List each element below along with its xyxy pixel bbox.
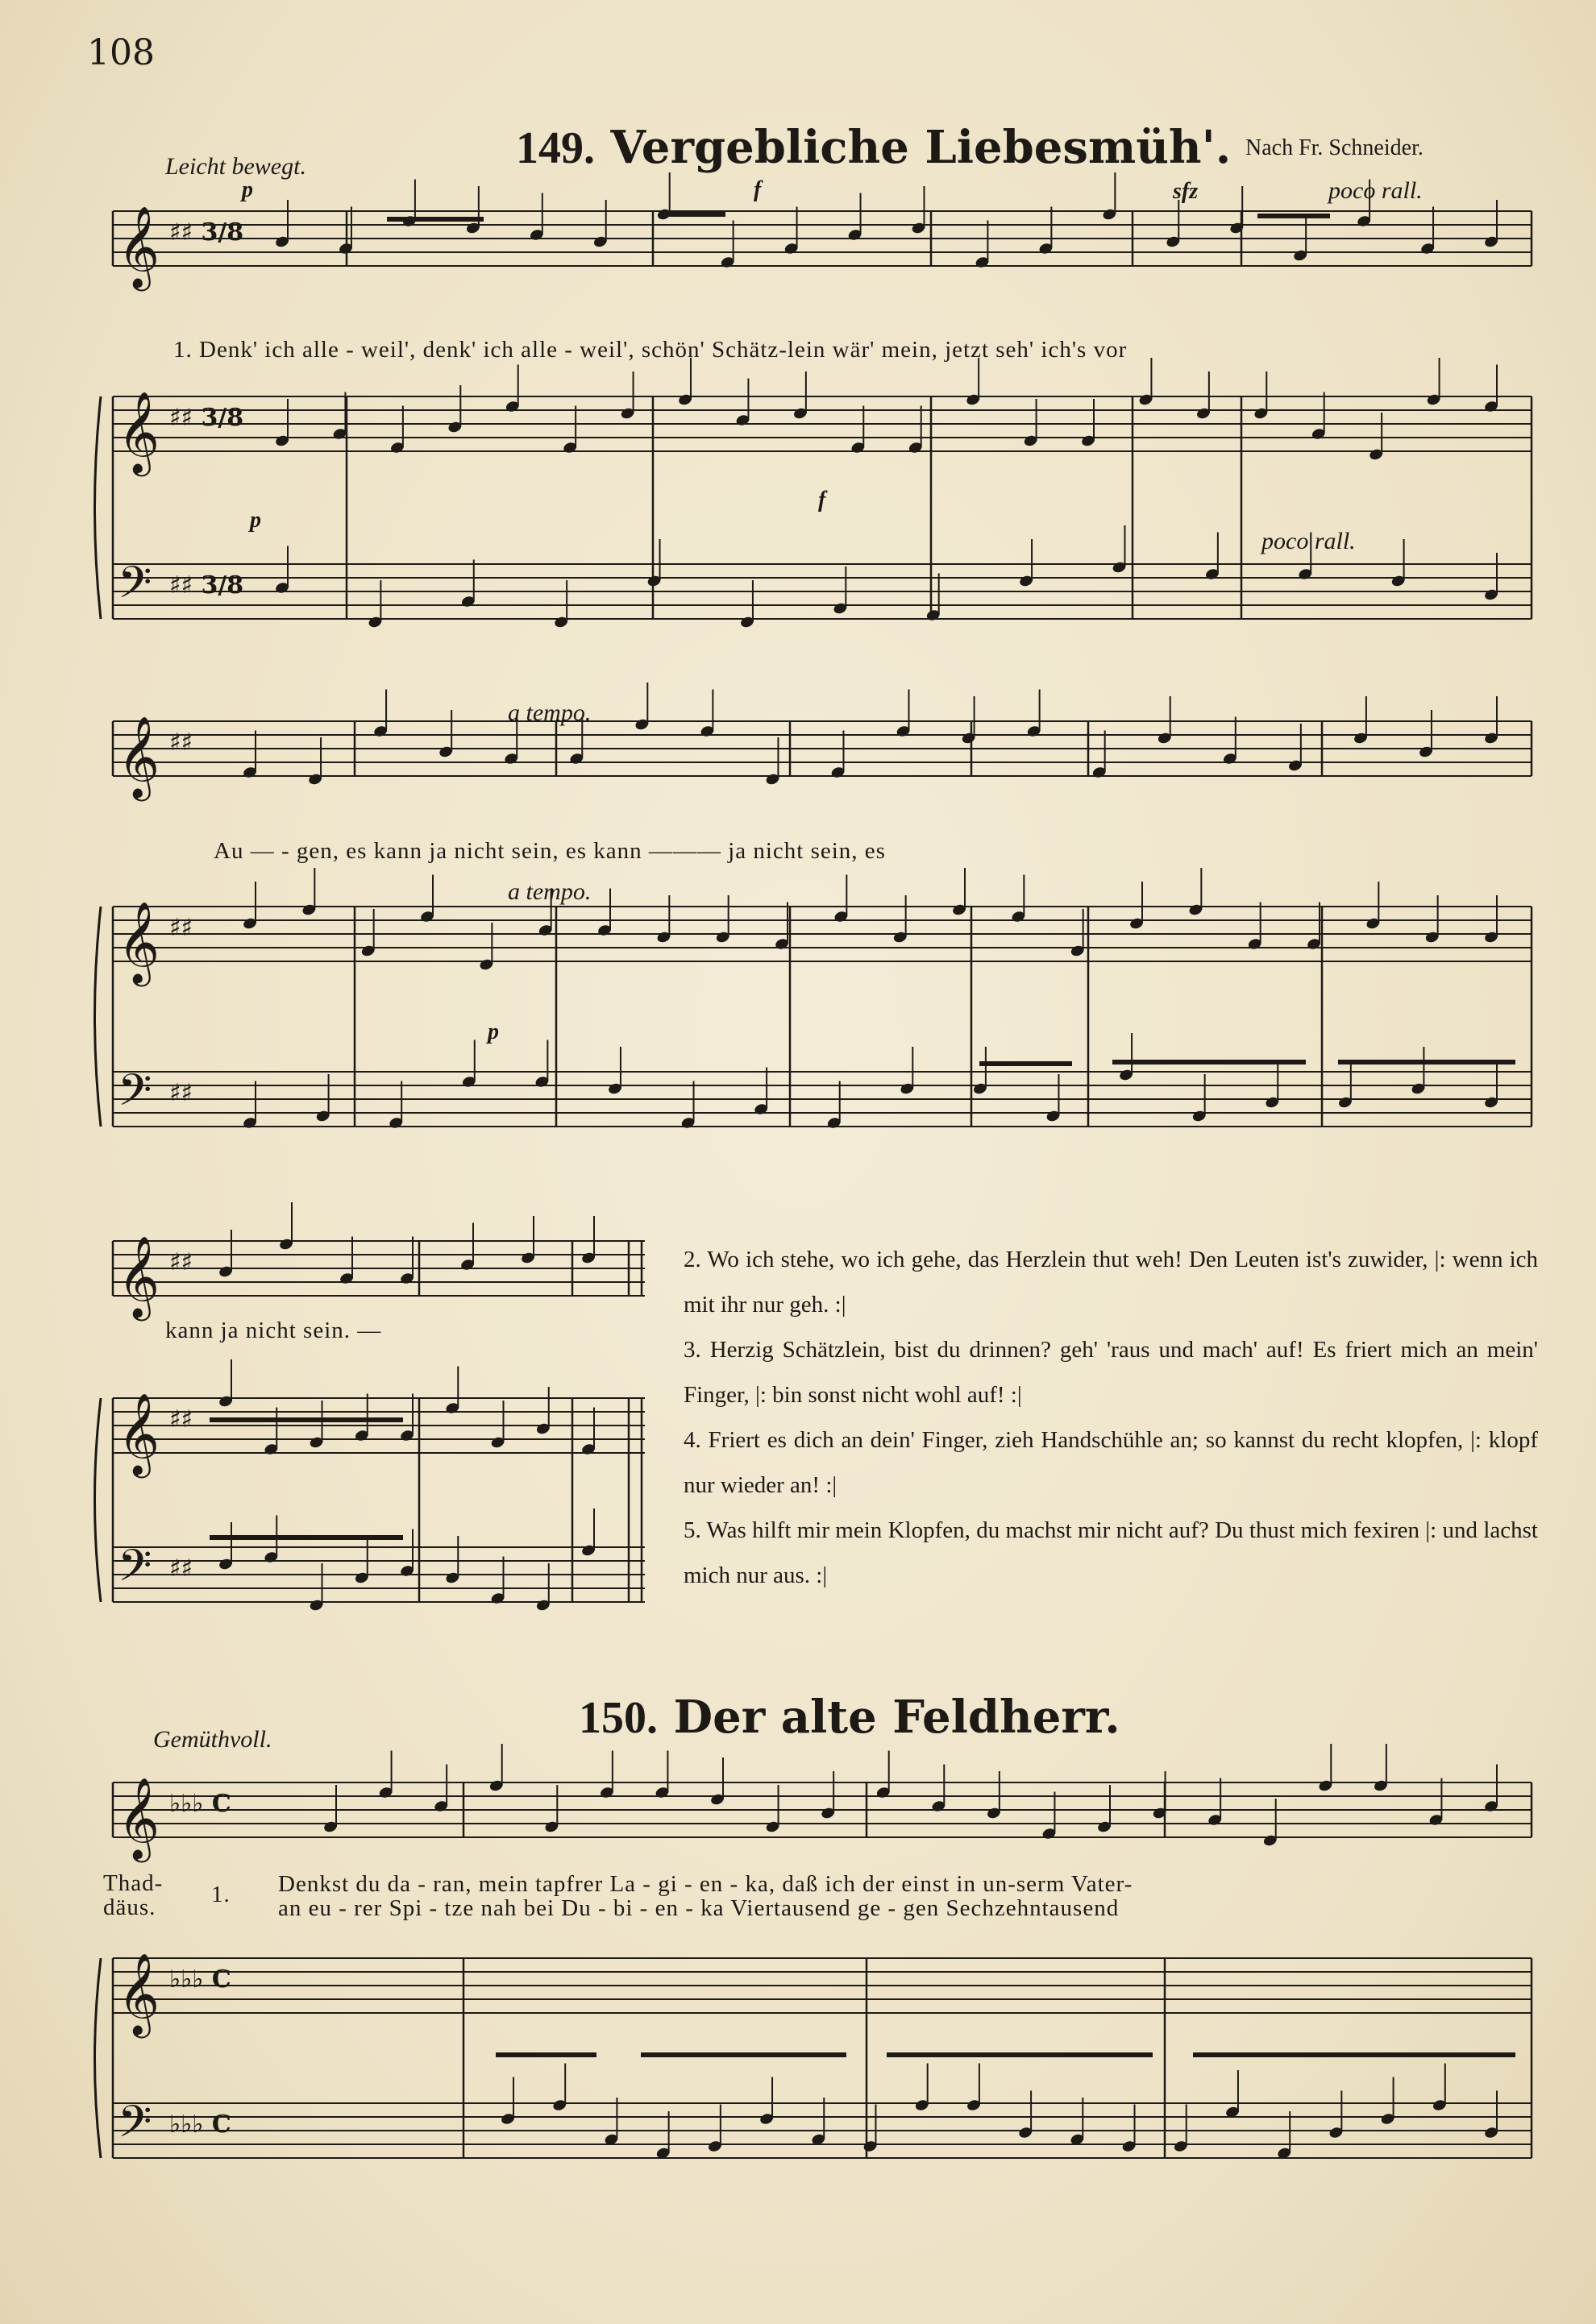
a-tempo-voice: a tempo. [508,699,592,726]
piano-brace [95,396,102,619]
lyrics-150-line-2: an eu - rer Spi - tze nah bei Du - bi - en - ka Viertausend ge - gen Sechzehntausend [278,1895,1120,1921]
treble-clef: 𝄞 [118,1952,160,2035]
page-number: 108 [87,32,155,73]
lyrics-line-3: kann ja nicht sein. — [165,1318,382,1343]
voice-staff-s1 [113,211,1532,266]
verse-number-150: 1. [211,1882,231,1907]
key-time-signature: ♭♭♭ C [169,2110,231,2139]
key-time-signature: ♯♯ 3/8 [169,404,244,432]
key-time-signature: ♯♯ 3/8 [169,218,244,247]
bass-clef: 𝄢 [118,1064,152,1127]
song-title: Vergebliche Liebesmüh'. [610,121,1232,174]
piano-treble-staff-150 [113,1958,1532,2013]
lyrics-150-line-1: Denkst du da - ran, mein tapfrer La - gi - en - ka, daß ich der einst in un-serm Vater- [278,1871,1133,1897]
verse-2: 2. Wo ich stehe, wo ich gehe, das Herzlein thut weh! Den Leuten ist's zuwider, |: wenn ich mit ihr nur geh. :| [684,1247,1538,1318]
piano-bass-staff-150 [113,2103,1532,2158]
song-number: 149. [516,123,595,173]
key-time-signature: ♯♯ [169,728,193,757]
dynamic-f-piano: f [818,488,826,513]
key-time-signature: ♭♭♭ C [169,1965,231,1994]
treble-clef: 𝄞 [118,900,160,983]
dynamic-p-system2: p [488,1019,499,1044]
tempo-marking-150: Gemüthvoll. [153,1726,272,1753]
piano-brace [95,1958,102,2158]
key-time-signature: ♯♯ [169,914,193,942]
treble-clef: 𝄞 [118,205,160,288]
treble-clef: 𝄞 [118,715,160,798]
key-time-signature: ♯♯ 3/8 [169,571,244,600]
song-title-150-text: Der alte Feldherr. [673,1691,1120,1744]
piano-treble-staff-s1 [113,396,1532,451]
tempo-marking: Leicht bewegt. [165,153,306,180]
lyrics-line-1: 1. Denk' ich alle - weil', denk' ich alle - weil', schön' Schätz-lein wär' mein, jetzt seh' ich's vor [173,337,1128,363]
key-time-signature: ♯♯ [169,1079,193,1107]
lyrics-line-2: Au — - gen, es kann ja nicht sein, es kann ——— ja nicht sein, es [214,838,886,864]
a-tempo-piano: a tempo. [508,878,592,905]
bass-clef: 𝄢 [118,1540,152,1602]
composer-credit: Nach Fr. Schneider. [1245,135,1424,160]
treble-clef: 𝄞 [118,1235,160,1318]
treble-clef: 𝄞 [118,390,160,473]
bass-clef: 𝄢 [118,557,152,619]
key-time-signature: ♯♯ [169,1248,193,1276]
poco-rall-piano: poco rall. [1261,528,1356,554]
treble-clef: 𝄞 [118,1392,160,1475]
voice-staff-s2 [113,721,1532,776]
key-time-signature: ♯♯ [169,1554,193,1583]
verse-5: 5. Was hilft mir mein Klopfen, du machst mir nicht auf? Du thust mich fexiren |: und lachst mich nur aus. :| [684,1517,1538,1588]
verse-3: 3. Herzig Schätzlein, bist du drinnen? geh' 'raus und mach' auf! Es friert mich an mein' Finger, |: bin sonst nicht wohl auf! :| [684,1337,1538,1408]
song-number-150: 150. [579,1693,658,1743]
verse-4: 4. Friert es dich an dein' Finger, zieh Handschühle an; so kannst du recht klopfen, |: klopf nur wieder an! :| [684,1427,1538,1498]
piano-bass-staff-s1 [113,564,1532,619]
key-time-signature: ♭♭♭ C [169,1790,231,1818]
poco-rall-voice: poco rall. [1328,177,1423,204]
dynamic-f: f [754,177,762,202]
bass-clef: 𝄢 [118,2096,152,2158]
treble-clef: 𝄞 [118,1776,160,1859]
piano-brace [95,907,102,1127]
piano-brace [95,1398,102,1602]
dynamic-p: p [242,177,253,202]
voice-names: Thad- däus. [103,1870,164,1920]
dynamic-sfz: sfz [1173,179,1199,204]
key-time-signature: ♯♯ [169,1405,193,1434]
dynamic-p-piano: p [250,508,261,533]
